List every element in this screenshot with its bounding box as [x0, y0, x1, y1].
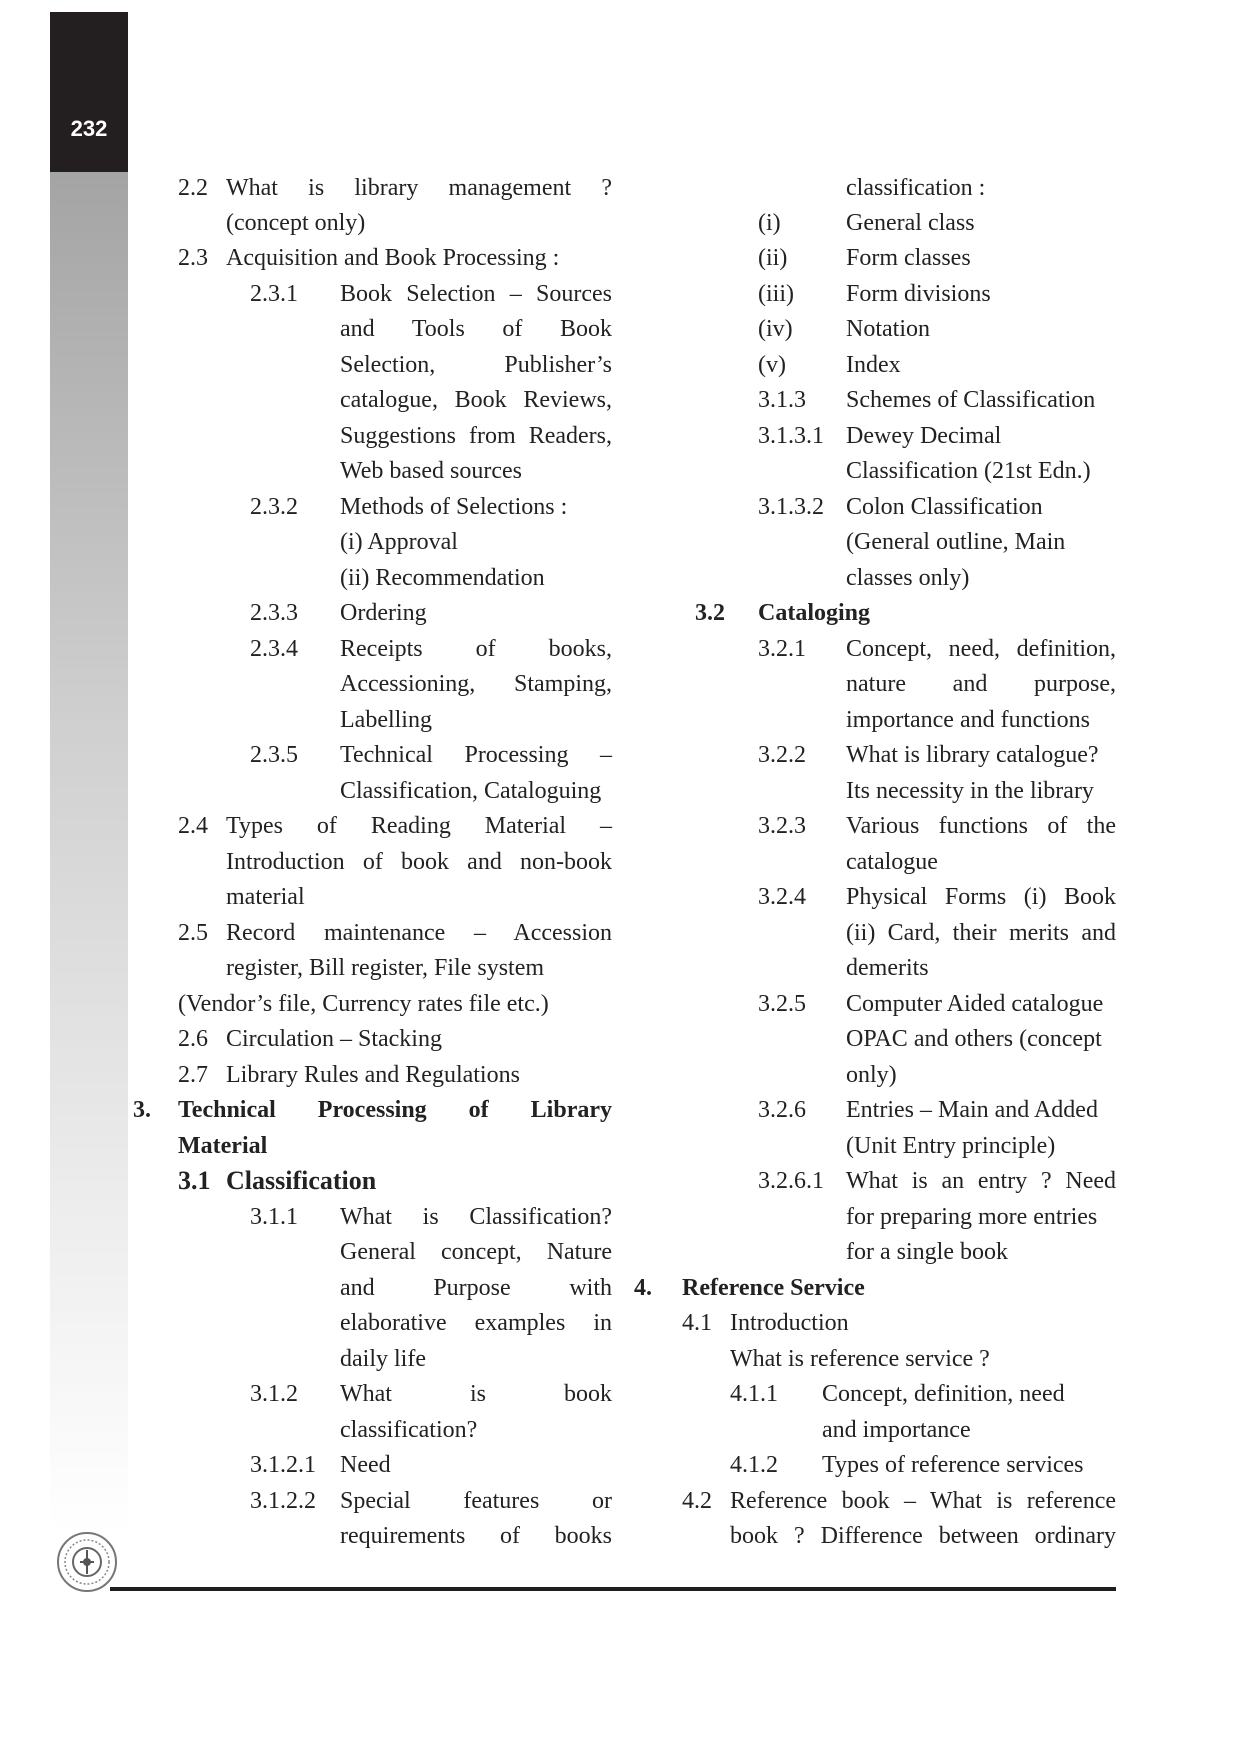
entry-text: (Unit Entry principle): [846, 1133, 1056, 1159]
entry-text: Suggestions from Readers,: [340, 423, 612, 449]
entry-text: Its necessity in the library: [846, 778, 1094, 804]
entry-number: 4.1.2: [730, 1452, 778, 1478]
entry-text: Schemes of Classification: [846, 387, 1096, 413]
entry-number: 3.2.6.1: [758, 1168, 824, 1194]
entry-number: (iv): [758, 316, 793, 342]
entry-text: for preparing more entries: [846, 1204, 1098, 1230]
entry-text: What is library management ?: [226, 175, 612, 201]
entry-text: Introduction of book and non-book: [226, 849, 612, 875]
entry-number: 2.5: [178, 920, 208, 946]
entry-number: 2.3.3: [250, 600, 298, 626]
entry-text: and Tools of Book: [340, 316, 612, 342]
entry-number: (i): [758, 210, 781, 236]
entry-text: Web based sources: [340, 458, 523, 484]
entry-number: 3.1.1: [250, 1204, 298, 1230]
seal-emblem-icon: [56, 1531, 118, 1593]
entry-number: 4.1.1: [730, 1381, 778, 1407]
entry-text: importance and functions: [846, 707, 1090, 733]
entry-number: 3.1.2: [250, 1381, 298, 1407]
page-number-tab: [50, 12, 128, 172]
entry-number: 3.2.1: [758, 636, 806, 662]
entry-number: 2.4: [178, 813, 208, 839]
entry-number: 3.2.4: [758, 884, 806, 910]
entry-text: Concept, need, definition,: [846, 636, 1116, 662]
entry-text: Dewey Decimal: [846, 423, 1002, 449]
margin-gradient-band: [50, 172, 128, 1532]
entry-text: Accessioning, Stamping,: [340, 671, 612, 697]
entry-text: (concept only): [226, 210, 366, 236]
entry-text: Technical Processing –: [340, 742, 612, 768]
entry-number: 2.3.1: [250, 281, 298, 307]
entry-text: Classification (21st Edn.): [846, 458, 1091, 484]
entry-text: (General outline, Main: [846, 529, 1066, 555]
entry-text: Library Rules and Regulations: [226, 1062, 520, 1088]
entry-number: 3.1.2.2: [250, 1488, 316, 1514]
entry-text: General concept, Nature: [340, 1239, 612, 1265]
entry-number: 3.1.2.1: [250, 1452, 316, 1478]
entry-text: (ii) Recommendation: [340, 565, 545, 591]
entry-text: Special features or: [340, 1488, 612, 1514]
section-heading: Technical Processing of Library: [178, 1097, 612, 1123]
entry-number: 2.3.5: [250, 742, 298, 768]
entry-text: daily life: [340, 1346, 426, 1372]
entry-number: 3.1.3: [758, 387, 806, 413]
entry-number: 2.7: [178, 1062, 208, 1088]
entry-text: nature and purpose,: [846, 671, 1116, 697]
entry-text: What is an entry ? Need: [846, 1168, 1116, 1194]
entry-text: material: [226, 884, 305, 910]
section-heading: Reference Service: [682, 1275, 865, 1301]
entry-text: OPAC and others (concept: [846, 1026, 1102, 1052]
entry-number: 2.3.2: [250, 494, 298, 520]
section-heading: Material: [178, 1133, 268, 1159]
entry-text: Concept, definition, need: [822, 1381, 1065, 1407]
entry-text: (ii) Card, their merits and: [846, 920, 1116, 946]
entry-text: What is book: [340, 1381, 612, 1407]
entry-text: Types of Reading Material –: [226, 813, 612, 839]
page-number: 232: [70, 116, 108, 141]
footer-rule: [110, 1587, 1116, 1591]
entry-text: book ? Difference between ordinary: [730, 1523, 1116, 1549]
entry-text: demerits: [846, 955, 929, 981]
entry-number: 2.3: [178, 245, 208, 271]
subsection-number: 3.2: [695, 600, 725, 626]
entry-text: and Purpose with: [340, 1275, 612, 1301]
entry-text: classification :: [846, 175, 986, 201]
entry-number: (v): [758, 352, 786, 378]
section-number: 4.: [634, 1275, 652, 1301]
entry-number: 2.2: [178, 175, 208, 201]
entry-text: Colon Classification: [846, 494, 1043, 520]
entry-text: (Vendor’s file, Currency rates file etc.): [178, 991, 549, 1017]
entry-text: register, Bill register, File system: [226, 955, 545, 981]
entry-number: 2.6: [178, 1026, 208, 1052]
entry-text: Index: [846, 352, 901, 378]
entry-text: Classification, Cataloguing: [340, 778, 602, 804]
entry-number: 3.2.6: [758, 1097, 806, 1123]
entry-text: What is reference service ?: [730, 1346, 990, 1372]
entry-text: and importance: [822, 1417, 971, 1443]
entry-number: 4.2: [682, 1488, 712, 1514]
entry-text: Computer Aided catalogue: [846, 991, 1104, 1017]
entry-text: Book Selection – Sources: [340, 281, 612, 307]
entry-number: 2.3.4: [250, 636, 298, 662]
entry-text: requirements of books: [340, 1523, 612, 1549]
entry-text: for a single book: [846, 1239, 1008, 1265]
entry-text: elaborative examples in: [340, 1310, 612, 1336]
entry-number: 3.2.3: [758, 813, 806, 839]
entry-text: catalogue: [846, 849, 938, 875]
entry-text: Various functions of the: [846, 813, 1116, 839]
entry-text: classes only): [846, 565, 970, 591]
entry-text: Methods of Selections :: [340, 494, 568, 520]
entry-text: Receipts of books,: [340, 636, 612, 662]
entry-text: Reference book – What is reference: [730, 1488, 1116, 1514]
entry-number: 3.1.3.1: [758, 423, 824, 449]
entry-text: Physical Forms (i) Book: [846, 884, 1116, 910]
entry-text: Form classes: [846, 245, 971, 271]
entry-number: 3.2.2: [758, 742, 806, 768]
section-number: 3.: [133, 1097, 151, 1123]
entry-text: Form divisions: [846, 281, 991, 307]
entry-text: classification?: [340, 1417, 478, 1443]
entry-text: Circulation – Stacking: [226, 1026, 442, 1052]
entry-text: Notation: [846, 316, 930, 342]
entry-text: (i) Approval: [340, 529, 458, 555]
entry-number: (iii): [758, 281, 794, 307]
entry-text: only): [846, 1062, 897, 1088]
entry-text: Selection, Publisher’s: [340, 352, 612, 378]
entry-text: Record maintenance – Accession: [226, 920, 612, 946]
entry-text: What is Classification?: [340, 1204, 612, 1230]
entry-text: Need: [340, 1452, 391, 1478]
subsection-number: 3.1: [178, 1166, 211, 1195]
entry-number: (ii): [758, 245, 788, 271]
entry-text: What is library catalogue?: [846, 742, 1099, 768]
subsection-heading: Classification: [226, 1166, 377, 1195]
subsection-heading: Cataloging: [758, 600, 871, 626]
entry-text: Acquisition and Book Processing :: [226, 245, 560, 271]
entry-text: Types of reference services: [822, 1452, 1084, 1478]
entry-text: Ordering: [340, 600, 427, 626]
entry-number: 3.2.5: [758, 991, 806, 1017]
entry-text: Introduction: [730, 1310, 849, 1336]
entry-text: Labelling: [340, 707, 432, 733]
entry-text: General class: [846, 210, 975, 236]
entry-number: 4.1: [682, 1310, 712, 1336]
entry-text: catalogue, Book Reviews,: [340, 387, 612, 413]
entry-text: Entries – Main and Added: [846, 1097, 1098, 1123]
entry-number: 3.1.3.2: [758, 494, 824, 520]
